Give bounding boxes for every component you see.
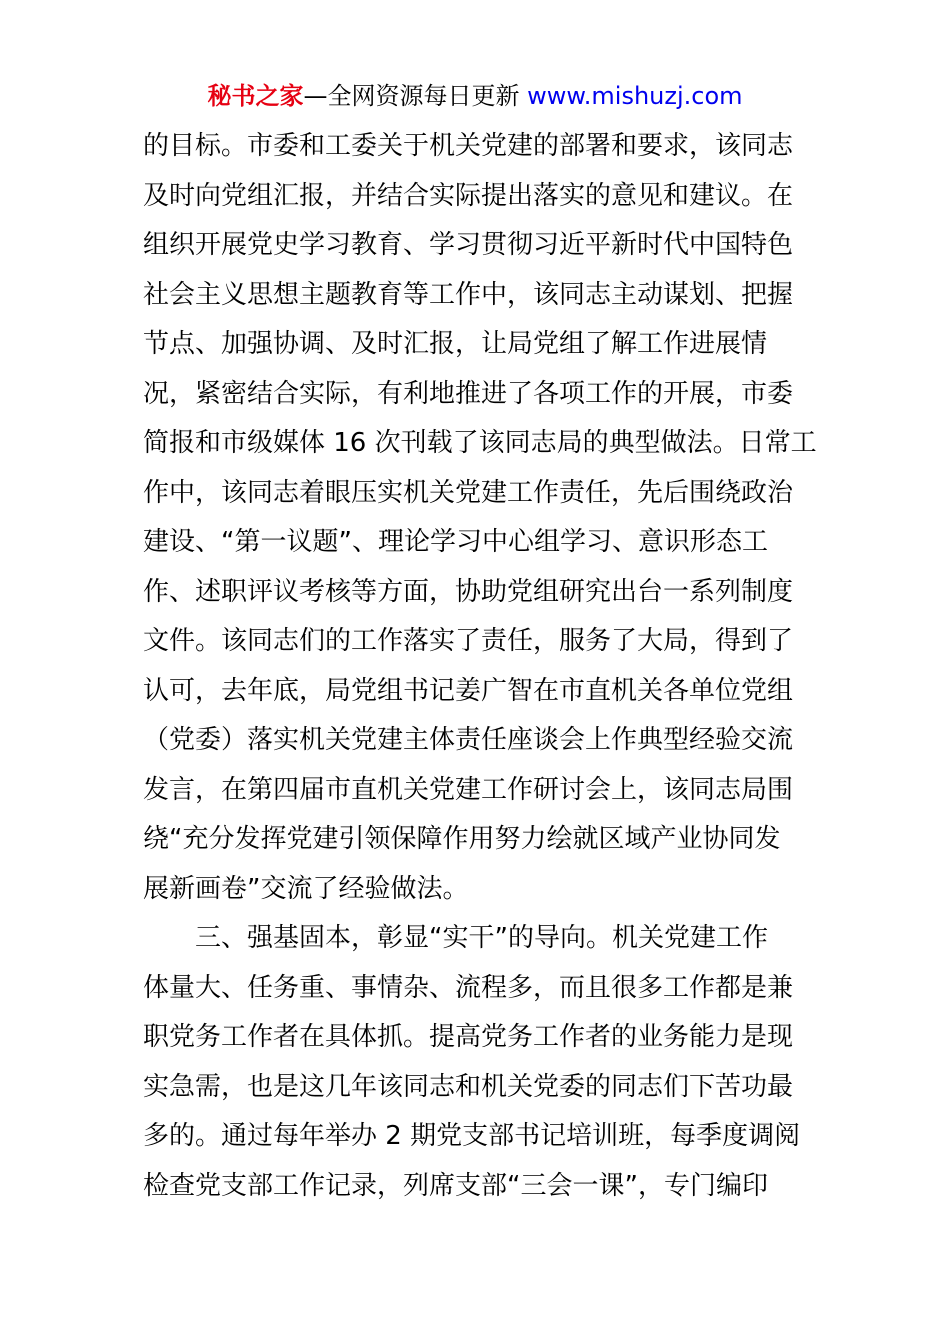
- site-url-link[interactable]: www.mishuzj.com: [527, 82, 743, 110]
- text-line: 建设、“第一议题”、理论学习中心组学习、意识形态工: [143, 527, 768, 557]
- text-line: 发言，在第四届市直机关党建工作研讨会上，该同志局围: [143, 774, 794, 805]
- text-line-indented: 三、强基固本，彰显“实干”的导向。机关党建工作: [195, 923, 768, 953]
- text-line: 多的。通过每年举办 2 期党支部书记培训班，每季度调阅: [143, 1121, 801, 1151]
- text-line: 体量大、任务重、事情杂、流程多，而且很多工作都是兼: [143, 972, 794, 1003]
- site-header: [0, 80, 950, 112]
- site-brand: 秘书之家: [207, 82, 304, 110]
- text-line: 职党务工作者在具体抓。提高党务工作者的业务能力是现: [143, 1022, 794, 1052]
- text-line: 节点、加强协调、及时汇报，让局党组了解工作进展情: [143, 329, 768, 359]
- document-body: [143, 122, 823, 1211]
- text-line: 展新画卷”交流了经验做法。: [143, 873, 469, 904]
- text-line: 绕“充分发挥党建引领保障作用努力绘就区域产业协同发: [143, 824, 781, 854]
- site-tagline: —全网资源每日更新: [303, 82, 520, 110]
- paragraph-1: [143, 122, 823, 914]
- text-line: 作中，该同志着眼压实机关党建工作责任，先后围绕政治: [143, 477, 794, 508]
- text-line: 社会主义思想主题教育等工作中，该同志主动谋划、把握: [143, 279, 794, 310]
- text-line: 认可，去年底，局党组书记姜广智在市直机关各单位党组: [143, 675, 794, 706]
- text-line: 实急需，也是这几年该同志和机关党委的同志们下苦功最: [143, 1071, 794, 1102]
- text-line: 的目标。市委和工委关于机关党建的部署和要求，该同志: [143, 131, 794, 161]
- text-line: 作、述职评议考核等方面，协助党组研究出台一系列制度: [143, 576, 794, 607]
- paragraph-2: [143, 914, 823, 1211]
- text-line: 组织开展党史学习教育、学习贯彻习近平新时代中国特色: [143, 230, 794, 260]
- text-line: 检查党支部工作记录，列席支部“三会一课”，专门编印: [143, 1170, 768, 1201]
- text-line: 简报和市级媒体 16 次刊载了该同志局的典型做法。日常工: [143, 428, 817, 458]
- text-line: 文件。该同志们的工作落实了责任，服务了大局，得到了: [143, 626, 794, 656]
- text-line: 况，紧密结合实际，有利地推进了各项工作的开展，市委: [143, 378, 794, 409]
- text-line: （党委）落实机关党建主体责任座谈会上作典型经验交流: [143, 725, 794, 755]
- text-line: 及时向党组汇报，并结合实际提出落实的意见和建议。在: [143, 180, 794, 211]
